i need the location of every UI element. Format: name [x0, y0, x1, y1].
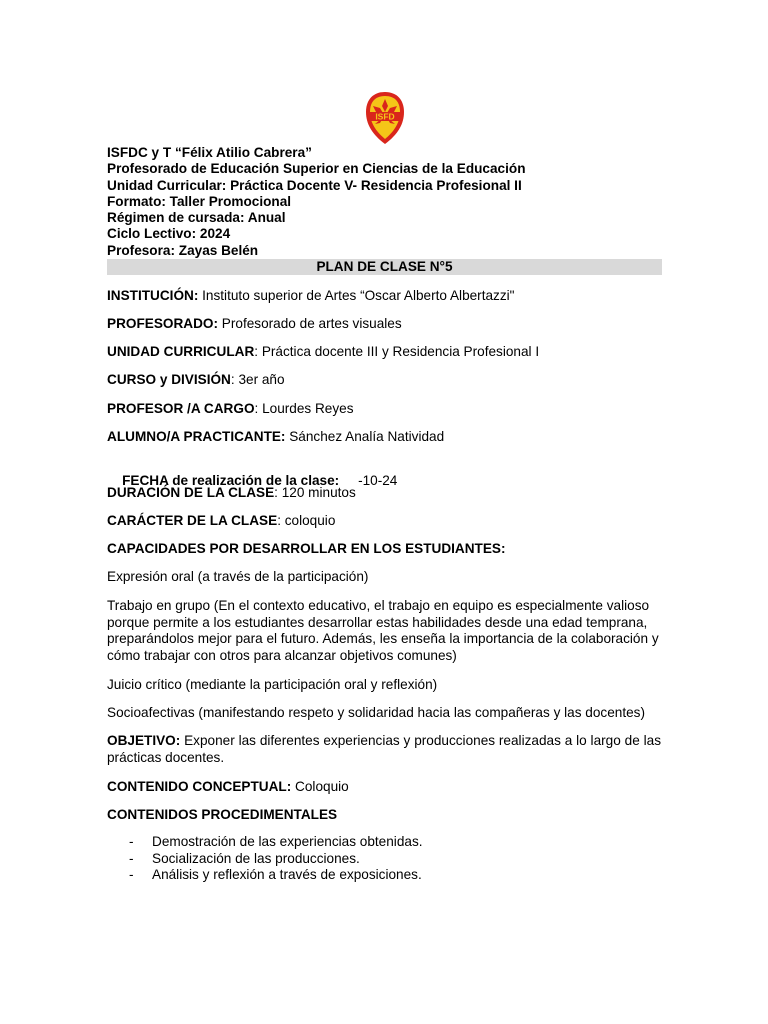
objetivo-value: Exponer las diferentes experiencias y producciones realizadas a lo largo de las prácticas docentes.: [107, 733, 661, 765]
field-value: Sánchez Analía Natividad: [285, 429, 445, 444]
capacidad-item: Trabajo en grupo (En el contexto educativo, el trabajo en equipo es especialmente valioso porque permite a los estudiantes desarrollar estas habilidades desde una edad temprana, preparándolos mejor para el futuro. Además, les enseña la importancia de la colaboración y cómo trabajar con otros para alcanzar objetivos comunes): [107, 598, 659, 663]
institute-name: ISFDC y T “Félix Atilio Cabrera”: [107, 145, 312, 160]
procedimentales-heading: [107, 807, 337, 823]
field-label: CARÁCTER DE LA CLASE: [107, 513, 278, 528]
capacidad-item: Juicio crítico (mediante la participación oral y reflexión): [107, 677, 438, 692]
list-item-text: Demostración de las experiencias obtenidas.: [152, 834, 423, 849]
objetivo-label: OBJETIVO:: [107, 733, 181, 748]
field-label: PROFESORADO:: [107, 316, 219, 331]
isfd-logo: [363, 90, 407, 146]
capacidad-item: Expresión oral (a través de la participación): [107, 569, 369, 584]
dash-bullet: -: [129, 850, 134, 866]
unidad-curricular: Unidad Curricular: Práctica Docente V- Residencia Profesional II: [107, 177, 522, 193]
header-block: [107, 145, 526, 259]
field-value: -10-24: [339, 473, 398, 488]
profesora: Profesora: Zayas Belén: [107, 242, 259, 258]
field-label: ALUMNO/A PRACTICANTE:: [107, 429, 286, 444]
field-label: CONTENIDO CONCEPTUAL:: [107, 779, 292, 794]
formato: Formato: Taller Promocional: [107, 193, 292, 209]
field-profesorado: [107, 316, 402, 332]
section-heading: CONTENIDOS PROCEDIMENTALES: [107, 807, 338, 822]
logo-text: ISFD: [375, 111, 395, 122]
field-label: INSTITUCIÓN:: [107, 288, 199, 303]
section-heading: CAPACIDADES POR DESARROLLAR EN LOS ESTUDIANTES:: [107, 541, 506, 556]
dash-bullet: -: [129, 834, 134, 849]
capacidades-heading: [107, 541, 506, 557]
objetivo: [107, 733, 661, 766]
list-item: [107, 834, 423, 851]
field-caracter: [107, 513, 335, 529]
list-item: [107, 851, 423, 868]
field-value: Coloquio: [291, 779, 349, 794]
field-value: : 120 minutos: [274, 485, 356, 500]
list-item: [107, 867, 423, 884]
field-unidad: [107, 344, 539, 360]
dash-bullet: -: [129, 867, 134, 882]
field-label: UNIDAD CURRICULAR: [107, 344, 255, 359]
field-value: : Lourdes Reyes: [254, 401, 354, 416]
field-label: FECHA de realización de la clase:: [122, 473, 340, 488]
field-label: CURSO y DIVISIÓN: [107, 372, 231, 387]
plan-title: PLAN DE CLASE N°5: [107, 259, 662, 275]
ciclo-lectivo: Ciclo Lectivo: 2024: [107, 226, 231, 242]
list-item-text: Socialización de las producciones.: [152, 850, 360, 866]
field-alumno: [107, 429, 444, 445]
field-value: : Práctica docente III y Residencia Profesional I: [254, 344, 540, 359]
regimen: Régimen de cursada: Anual: [107, 210, 286, 226]
field-duracion: [107, 485, 356, 501]
contenido-conceptual: [107, 779, 349, 795]
field-value: Profesorado de artes visuales: [218, 316, 402, 331]
field-profesor: [107, 401, 354, 417]
field-value: Instituto superior de Artes “Oscar Alberto Albertazzi": [198, 288, 515, 303]
list-item-text: Análisis y reflexión a través de exposiciones.: [152, 867, 422, 882]
profesorado-name: Profesorado de Educación Superior en Ciencias de la Educación: [107, 161, 526, 177]
field-value: : 3er año: [230, 372, 285, 387]
field-label: PROFESOR /A CARGO: [107, 401, 255, 416]
field-label: DURACIÓN DE LA CLASE: [107, 485, 275, 500]
procedimentales-list: [107, 834, 423, 884]
capacidad-item: Socioafectivas (manifestando respeto y solidaridad hacia las compañeras y las docentes): [107, 705, 645, 720]
field-institucion: [107, 288, 515, 304]
field-curso: [107, 372, 285, 388]
field-value: : coloquio: [277, 513, 336, 528]
